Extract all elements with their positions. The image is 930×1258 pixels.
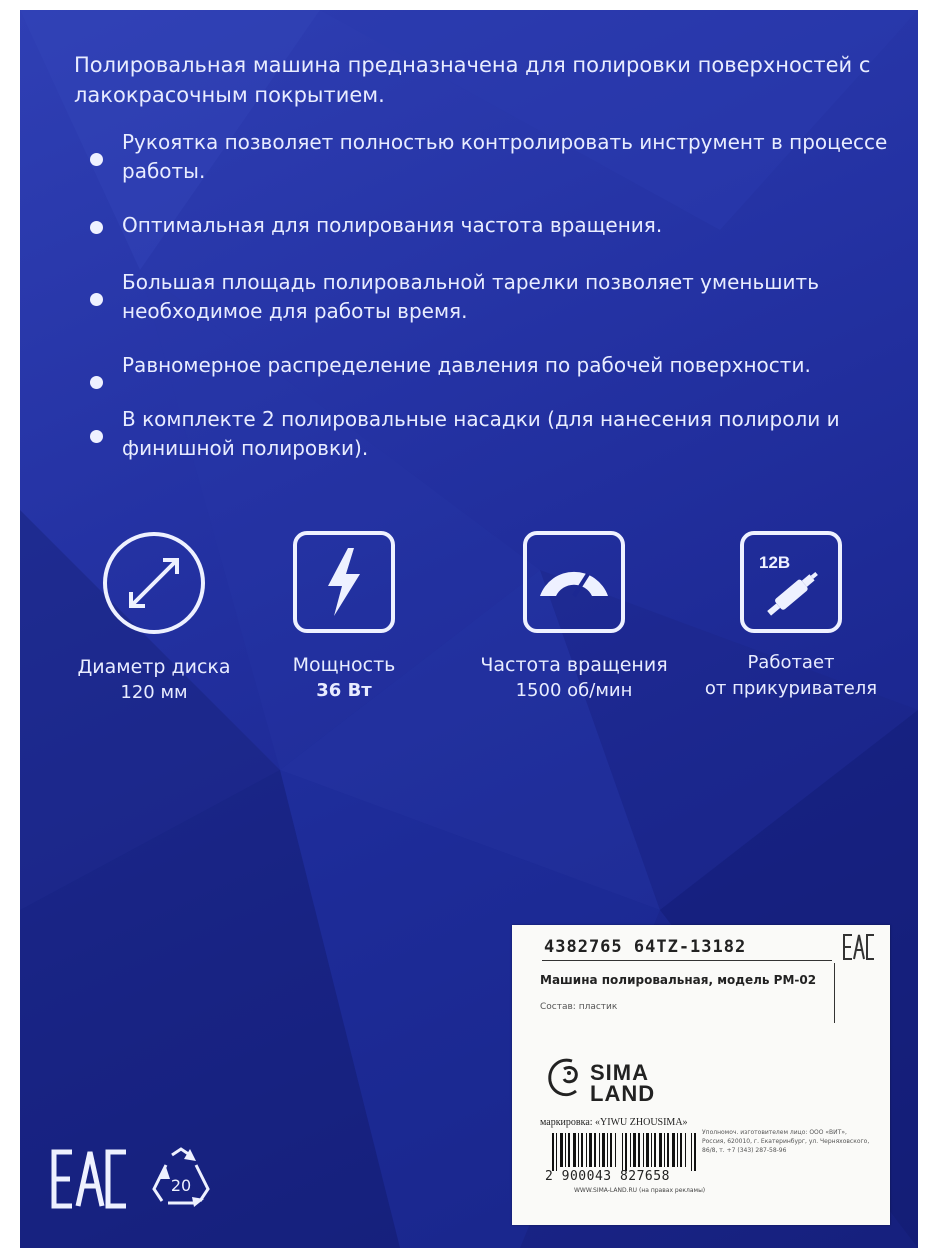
speedometer-icon: [522, 530, 626, 634]
feature-speed: [474, 530, 674, 704]
barcode-digits: 2 900043 827658: [545, 1169, 670, 1184]
brand-name: SIMA LAND: [590, 1060, 656, 1106]
lightning-icon: [292, 530, 396, 634]
divider: [542, 960, 832, 961]
article-code: 4382765 64TZ-13182: [544, 937, 747, 957]
bullet-dot-icon: [90, 376, 103, 389]
bullet-dot-icon: [90, 430, 103, 443]
bullet-item: Равномерное распределение давления по рабочей поверхности.: [74, 351, 904, 380]
bullet-item: Большая площадь полировальной тарелки позволяет уменьшить необходимое для работы время.: [74, 268, 904, 326]
marking-text: маркировка: «YIWU ZHOUSIMA»: [540, 1117, 688, 1128]
feature-label: Мощность: [292, 654, 396, 676]
sima-land-logo-icon: [542, 1055, 584, 1101]
feature-diameter: [64, 530, 244, 706]
car-plug-icon: [739, 530, 843, 634]
bullet-dot-icon: [90, 153, 103, 166]
website-text: WWW.SIMA-LAND.RU (на правах рекламы): [574, 1187, 706, 1194]
feature-value: от прикуривателя: [704, 678, 878, 699]
bullet-dot-icon: [90, 221, 103, 234]
feature-value: 36 Вт: [316, 680, 372, 701]
bullet-item: В комплекте 2 полировальные насадки (для нанесения полироли и финишной полировки).: [74, 405, 904, 463]
importer-info: Уполномоч. изготовителем лицо: ООО «ВИТ», Россия, 620010, г. Екатеринбург, ул. Черняховского, 86/8, т. +7 (343) 287-58-96: [702, 1129, 870, 1154]
feature-power: [264, 530, 424, 704]
divider: [834, 963, 835, 1023]
feature-label: Частота вращения: [480, 654, 668, 676]
product-sticker: [512, 925, 890, 1225]
feature-label: Работает: [747, 652, 835, 673]
bullet-item: Оптимальная для полирования частота вращения.: [74, 211, 904, 240]
recycle-number: 20: [170, 1176, 192, 1195]
recycle-icon: [144, 1145, 218, 1211]
material-text: Состав: пластик: [540, 1002, 618, 1012]
feature-label: Диаметр диска: [77, 656, 231, 678]
bullet-dot-icon: [90, 293, 103, 306]
eac-small-icon: [842, 933, 876, 961]
eac-mark-icon: [50, 1148, 128, 1210]
feature-bullet-list: [74, 128, 904, 488]
feature-car-plug: [698, 530, 884, 702]
feature-value: 120 мм: [120, 682, 188, 703]
product-name: Машина полировальная, модель PM-02: [540, 973, 817, 987]
intro-text: Полировальная машина предназначена для полировки поверхностей с лакокрасочным покрытием.: [74, 53, 871, 107]
feature-value: 1500 об/мин: [515, 680, 633, 701]
barcode: [552, 1133, 697, 1171]
voltage-badge: 12В: [759, 553, 791, 572]
diameter-arrow-icon: [101, 530, 207, 636]
bullet-item: Рукоятка позволяет полностью контролировать инструмент в процессе работы.: [74, 128, 904, 186]
